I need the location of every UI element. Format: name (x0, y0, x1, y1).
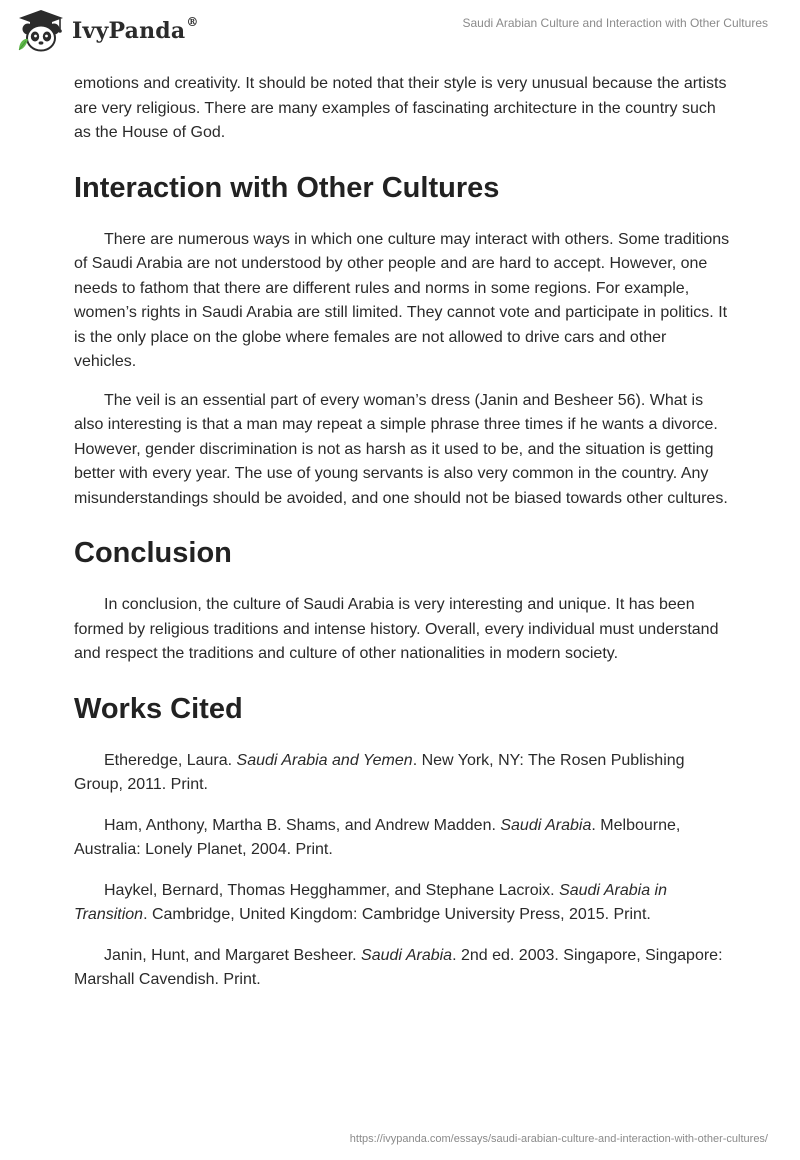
paragraph: In conclusion, the culture of Saudi Arabia is very interesting and unique. It has been formed by religious traditions and intense history. Overall, every individual must understand and respect the traditions and culture of other nationalities in modern society. (74, 596, 719, 662)
source-url[interactable]: https://ivypanda.com/essays/saudi-arabian-culture-and-interaction-with-other-cultures/ (349, 1133, 768, 1145)
logo-name: IvyPanda (72, 18, 186, 44)
intro-paragraph: emotions and creativity. It should be noted that their style is very unusual because the artists are very religious. There are many examples of fascinating architecture in the country such as the House of God. (74, 75, 727, 141)
paragraph: The veil is an essential part of every woman’s dress (Janin and Besheer 56). What is also interesting is that a man may repeat a simple phrase three times if he wants a divorce. However, gender discrimination is not as harsh as it used to be, and the situation is getting better with every year. The use of young servants is also very common in the country. Any misunderstandings should be avoided, and one should not be biased towards other cultures. (74, 391, 728, 507)
registered-mark: ® (186, 15, 199, 29)
citation-details: . New York, NY: The Rosen Publishing Group, 2011. Print. (74, 751, 685, 793)
citation-title: Saudi Arabia and Yemen (236, 751, 413, 769)
citation-entry (74, 749, 730, 798)
citation-title: Saudi Arabia (500, 816, 592, 834)
logo-wordmark (72, 15, 199, 44)
page-header (0, 0, 800, 62)
citation-authors: Janin, Hunt, and Margaret Besheer. (104, 946, 362, 964)
running-title: Saudi Arabian Culture and Interaction with Other Cultures (462, 16, 768, 30)
citation-entry (74, 814, 730, 863)
citation-details: . Melbourne, Australia: Lonely Planet, 2004. Print. (74, 816, 681, 858)
citation-authors: Etheredge, Laura. (104, 751, 237, 769)
ivypanda-logo[interactable] (16, 8, 199, 54)
citation-entry (74, 944, 730, 993)
essay-content (74, 72, 730, 1009)
citation-details: . Cambridge, United Kingdom: Cambridge University Press, 2015. Print. (143, 906, 651, 923)
citation-entry (74, 879, 730, 928)
citation-details: . 2nd ed. 2003. Singapore, Singapore: Marshall Cavendish. Print. (74, 946, 723, 988)
panda-graduate-icon (16, 8, 66, 54)
paragraph: There are numerous ways in which one culture may interact with others. Some traditions of Saudi Arabia are not understood by other people and are hard to accept. However, one needs to fathom that there are different rules and norms in some regions. For example, women’s rights in Saudi Arabia are still limited. They cannot vote and participate in politics. It is the only place on the globe where females are not allowed to drive cars and other vehicles. (74, 230, 730, 370)
citation-title: Saudi Arabia in Transition (74, 881, 667, 923)
citation-authors: Ham, Anthony, Martha B. Shams, and Andrew Madden. (104, 816, 501, 834)
section-heading-conclusion: Conclusion (74, 537, 232, 569)
section-heading-interaction: Interaction with Other Cultures (74, 171, 500, 204)
citation-authors: Haykel, Bernard, Thomas Hegghammer, and Stephane Lacroix. (104, 881, 560, 899)
section-heading-works-cited: Works Cited (74, 692, 243, 725)
citation-title: Saudi Arabia (361, 946, 453, 964)
